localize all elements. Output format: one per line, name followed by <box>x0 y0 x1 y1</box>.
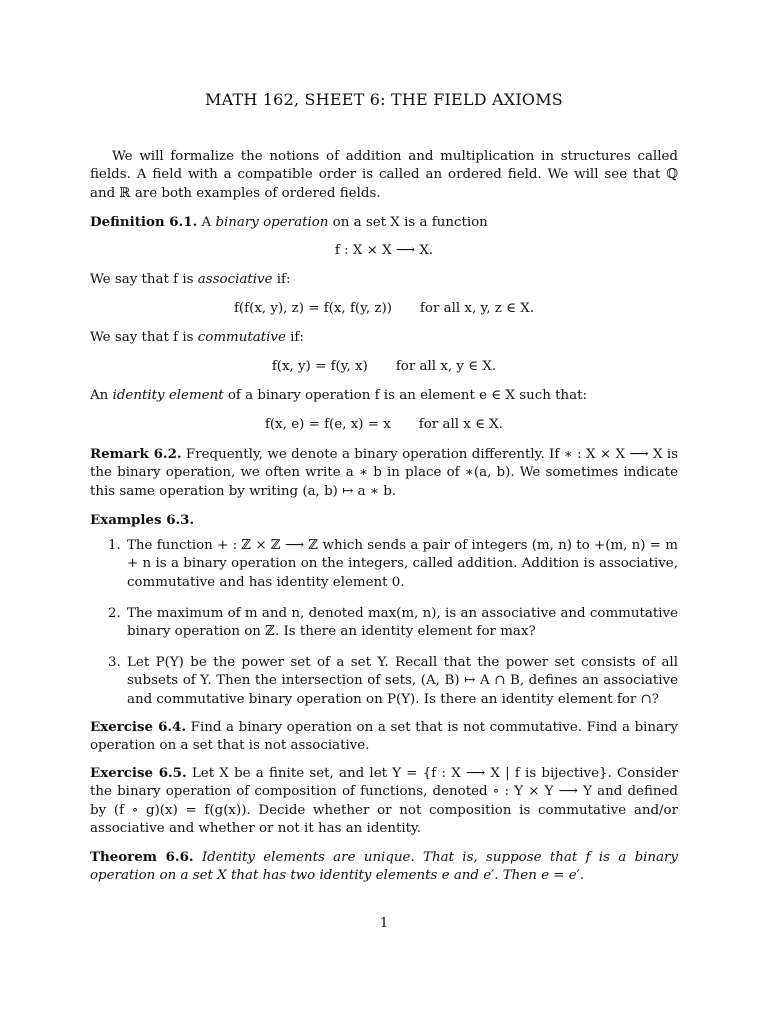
text: if: <box>272 272 291 287</box>
examples-6-3-heading <box>90 511 678 530</box>
exercise-text: Find a binary operation on a set that is not commutative. Find a binary operation on a set that is not associative. <box>90 720 679 754</box>
exercise-label: Exercise 6.5. <box>90 765 187 781</box>
theorem-label: Theorem 6.6. <box>90 849 194 865</box>
commutative-equation <box>0 358 768 376</box>
list-number: 1. <box>108 538 121 553</box>
page-title: MATH 162, SHEET 6: THE FIELD AXIOMS <box>205 90 563 109</box>
theorem-text: Identity elements are unique. That is, suppose that f is a binary operation on a set X that has two identity elements e and e′. Then e = e′. <box>90 850 678 884</box>
definition-term: binary operation <box>215 215 329 230</box>
examples-label: Examples 6.3. <box>90 512 195 528</box>
exercise-label: Exercise 6.4. <box>90 719 187 735</box>
list-text: The maximum of m and n, denoted max(m, n), is an associative and commutative binary operation on ℤ. Is there an identity element for max? <box>127 606 678 640</box>
text: We say that f is <box>90 272 198 287</box>
list-number: 2. <box>108 606 121 621</box>
identity-intro <box>90 387 678 405</box>
commutative-intro <box>90 329 678 347</box>
associative-equation <box>0 300 768 318</box>
remark-text: Frequently, we denote a binary operation differently. If ∗ : X × X ⟶ X is the binary operation, we often write a ∗ b in place of ∗(a, b). We sometimes indicate this same operation by writing (a, b) ↦ a ∗ b. <box>90 447 678 499</box>
text: An <box>90 388 113 403</box>
definition-6-1 <box>90 213 678 232</box>
list-text: Let P(Y) be the power set of a set Y. Recall that the power set consists of all subsets of Y. Then the intersection of sets, (A, B) ↦ A ∩ B, defines an associative and commutative binary operation on P(Y). Is there an identity element for ∩? <box>127 655 678 707</box>
equation: f(x, e) = f(e, x) = x <box>264 417 391 432</box>
intro-paragraph: We will formalize the notions of addition and multiplication in structures called fields. A field with a compatible order is called an ordered field. We will see that ℚ and ℝ are both examples of ordered fields. <box>90 149 678 201</box>
definition-label: Definition 6.1. <box>90 214 198 230</box>
remark-label: Remark 6.2. <box>90 446 182 462</box>
text: if: <box>285 330 304 345</box>
remark-6-2 <box>90 445 678 501</box>
exercise-6-4 <box>90 718 678 756</box>
definition-text: on a set X is a function <box>328 215 488 230</box>
term: identity element <box>112 388 224 403</box>
list-item <box>108 537 678 592</box>
exercise-text: Let X be a finite set, and let Y = {f : X ⟶ X | f is bijective}. Consider the binary operation of composition of functions, denoted ∘ : Y × Y ⟶ Y and defined by (f ∘ g)(x) = f(g(x)). Decide whether or not composition is commutative and/or associative and whether or not it has an identity. <box>90 766 678 837</box>
definition-text: A <box>197 215 216 230</box>
condition: for all x, y ∈ X. <box>395 359 497 374</box>
identity-equation <box>0 416 768 434</box>
text: of a binary operation f is an element e ∈ X such that: <box>223 388 587 403</box>
theorem-6-6 <box>90 848 678 886</box>
list-text: The function + : ℤ × ℤ ⟶ ℤ which sends a pair of integers (m, n) to +(m, n) = m + n is a binary operation on the integers, called addition. Addition is associative, commutative and has identity element 0. <box>127 538 678 590</box>
equation: f(x, y) = f(y, x) <box>271 359 368 374</box>
condition: for all x, y, z ∈ X. <box>419 301 535 316</box>
list-item <box>108 654 678 709</box>
condition: for all x ∈ X. <box>418 417 504 432</box>
term: associative <box>197 272 273 287</box>
page-number: 1 <box>379 916 389 931</box>
exercise-6-5 <box>90 764 678 839</box>
equation: f(f(x, y), z) = f(x, f(y, z)) <box>233 301 392 316</box>
term: commutative <box>197 330 286 345</box>
list-number: 3. <box>108 655 121 670</box>
associative-intro <box>90 271 678 289</box>
text: We say that f is <box>90 330 198 345</box>
function-equation: f : X × X ⟶ X. <box>334 243 434 258</box>
list-item <box>108 605 678 642</box>
